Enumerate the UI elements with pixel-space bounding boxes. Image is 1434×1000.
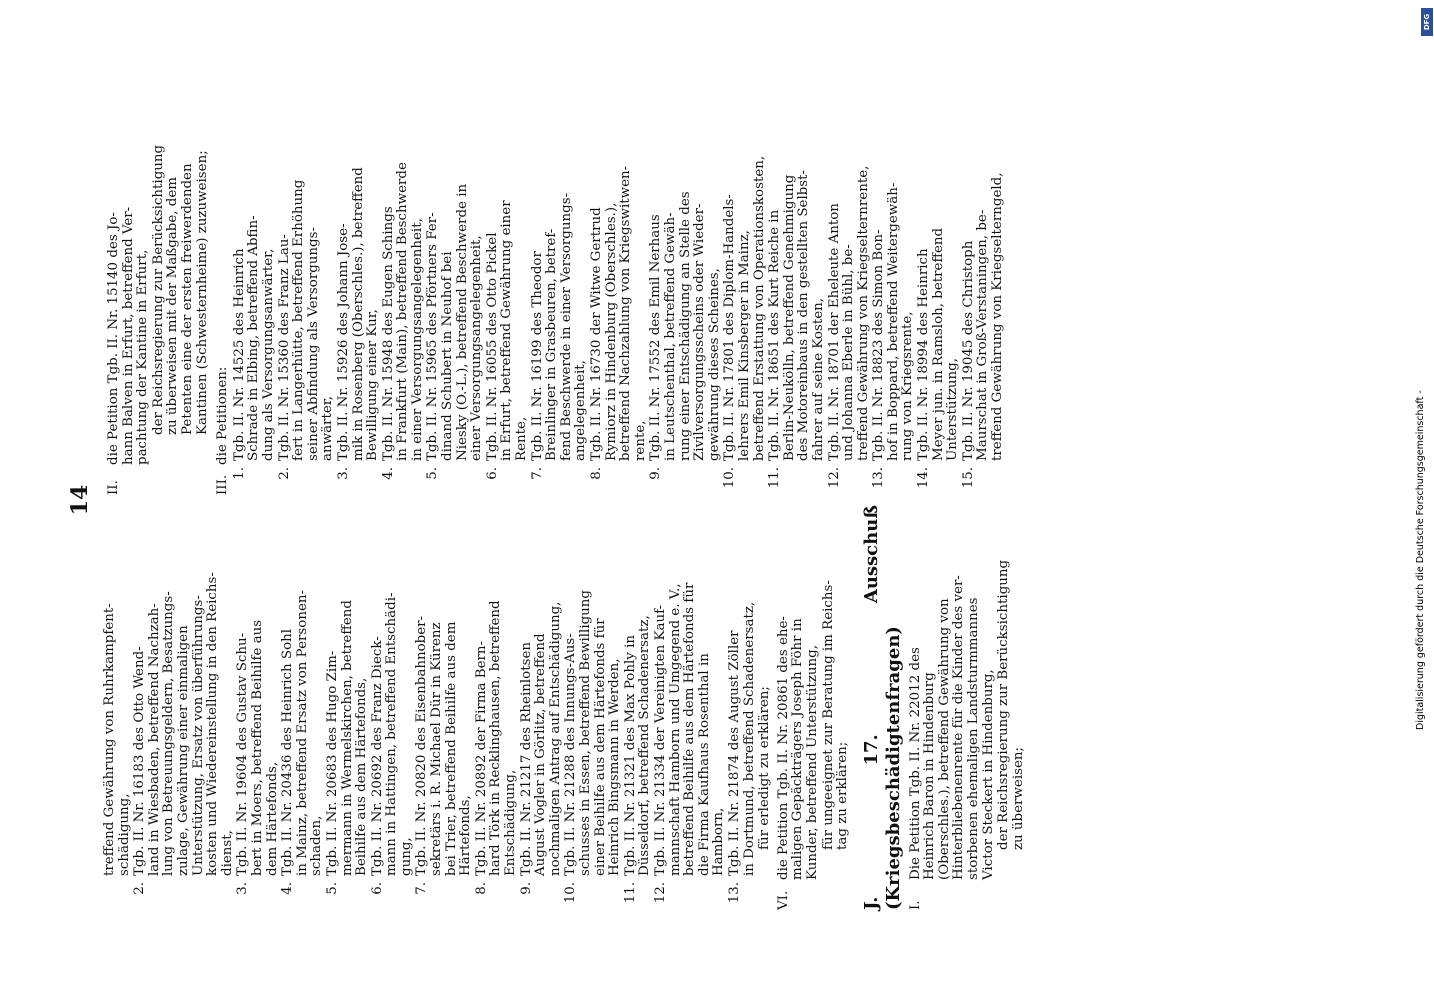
entry-number: 1. bbox=[231, 467, 247, 480]
section-vi-number: VI. bbox=[775, 890, 791, 910]
digitization-note: Digitalisierung gefördert durch die Deutsche Forschungsgemeinschaft - bbox=[1415, 390, 1426, 730]
petition-entry bbox=[233, 80, 277, 495]
entry-number: 9. bbox=[648, 467, 664, 480]
petition-entry bbox=[475, 505, 519, 910]
petition-entry bbox=[371, 505, 415, 910]
right-entry-list bbox=[233, 80, 1006, 495]
entry-text: Tgb. II. Nr. 20436 des Heinrich Sohl in Mainz, betreffend Ersatz von Personen- schaden, bbox=[280, 589, 325, 876]
entry-text: Tgb. II. Nr. 20692 des Franz Dieck- mann in Hattingen, betreffend Entschädi- gung, bbox=[369, 592, 414, 876]
section-iii-number: III. bbox=[215, 474, 231, 495]
petition-entry bbox=[486, 80, 530, 495]
entry-number: 10. bbox=[722, 467, 738, 489]
beruecksichtigung-clause: der Reichsregierung zur Berücksichtigung zu überweisen; bbox=[996, 559, 1026, 850]
entry-number: 11. bbox=[622, 882, 638, 904]
entry-text: Tgb. II. Nr. 15926 des Johann Jose- mik in Rosenberg (Oberschles.), betreffend Bewilligung einer Kur, bbox=[335, 167, 381, 461]
dfg-logo-text: DFG bbox=[1423, 13, 1431, 31]
dfg-logo bbox=[1421, 8, 1433, 36]
petition-entry bbox=[723, 80, 767, 495]
entry-text: Tgb. II. Nr. 15360 des Franz Lau- fert in Langerhütte, betreffend Erhöhung seiner Abfindung als Versorgungs- anwärter, bbox=[276, 179, 336, 461]
entry-text: Tgb. II. Nr. 20683 des Hugo Zim- mermann in Wermelskirchen, betreffend Beihilfe aus dem Härtefonds, bbox=[324, 600, 370, 876]
entry-number: 8. bbox=[589, 467, 604, 480]
section-ii-text: die Petition Tgb. II. Nr. 15140 des Jo- hann Balven in Erfurt, betreffend Ver- pachtung der Kantine in Erfurt, bbox=[106, 206, 151, 465]
petition-entry bbox=[917, 80, 961, 495]
ungeeignet-clause: für ungeeignet zur Beratung im Reichs- tag zu erklären; bbox=[820, 580, 851, 850]
entry-number: 6. bbox=[369, 882, 385, 895]
intro-text: treffend Gewährung von Ruhrkampfent- schädigung, bbox=[102, 603, 132, 876]
entry-number: 7. bbox=[414, 882, 430, 895]
intro-continuation bbox=[103, 505, 132, 910]
ueberweisung-clause: der Reichsregierung zur Berücksichtigung zu überweisen mit der Maßgabe, dem Petenten eine der ersten freiwerdenden Kantinen (Schwesternheime) zuzuweisen; bbox=[150, 144, 210, 435]
entry-number: 11. bbox=[767, 467, 783, 489]
entry-text: Tgb. II. Nr. 16055 des Otto Pickel in Erfurt, betreffend Gewährung einer Rente, bbox=[484, 200, 530, 461]
petition-entry bbox=[520, 505, 564, 910]
petition-entry bbox=[962, 80, 1006, 495]
entry-text: Tgb. II. Nr. 18823 des Simon Bon- hof in Boppard, betreffend Weitergewäh- rung von Kriegsrente, bbox=[871, 182, 916, 461]
section-ii bbox=[107, 80, 151, 495]
entry-text: Tgb. II. Nr. 17801 des Diplom-Handels- lehrers Emil Kinsberger in Mainz, betreffend Erstattung von Operationskosten, bbox=[722, 155, 767, 461]
section-ii-number: II. bbox=[106, 480, 121, 495]
petition-entry bbox=[133, 505, 235, 910]
section-vi bbox=[777, 505, 821, 910]
entry-number: 12. bbox=[826, 467, 842, 489]
entry-number: 10. bbox=[563, 882, 579, 904]
entry-text: Tgb. II. Nr. 16730 der Witwe Gertrud Rymiorz in Hindenburg (Oberschles.), betreffend Nachzahlung von Kriegswitwen- rente, bbox=[589, 165, 648, 461]
entry-number: 5. bbox=[425, 467, 441, 480]
entry-number: 2. bbox=[276, 467, 292, 480]
entry-text: Tgb. II. Nr. 16183 des Otto Wend- land in Wiesbaden, betreffend Nachzah- lung von Betreuungsgeldern, Besatzungs- zulage, Gewährung einer einmaligen Unterstützung, Ersatz von überführungs- kosten und Wiedereinstellung in den Reichs- dienst, bbox=[132, 572, 235, 876]
entry-text: Tgb. II. Nr. 18701 der Eheleute Anton und Johanna Eberle in Bühl, be- treffend Gewährung von Kriegselternrente, bbox=[826, 165, 871, 461]
entry-number: 3. bbox=[235, 882, 251, 895]
entry-text: Tgb. II. Nr. 15948 des Eugen Schings in Frankfurt (Main), betreffend Beschwerde in einer Versorgungsangelegenheit, bbox=[380, 162, 425, 461]
petition-entry bbox=[236, 505, 280, 910]
right-column bbox=[103, 80, 1293, 495]
entry-text: Tgb. II. Nr. 19604 des Gustav Schu- bert in Moers, betreffend Beihilfe aus dem Härtefonds, bbox=[235, 619, 280, 876]
petition-entry bbox=[326, 505, 370, 910]
petition-entry bbox=[278, 80, 336, 495]
petition-entry bbox=[624, 505, 653, 910]
petition-entry bbox=[654, 505, 727, 910]
entry-number: 4. bbox=[280, 882, 296, 895]
entry-text: Tgb. II. Nr. 21874 des August Zöller in Dortmund, betreffend Schadenersatz, bbox=[726, 601, 757, 876]
page-number: 14 bbox=[67, 484, 93, 516]
entry-text: Tgb. II. Nr. 21217 des Rheinlotsen August Vogler in Görlitz, betreffend nochmaligen Antrag auf Entschädigung, bbox=[518, 601, 563, 876]
entry-text: Tgb. II. Nr. 19045 des Christoph Maurschat in Groß-Verstaningen, be- treffend Gewährung von Kriegselterngeld, bbox=[960, 172, 1006, 461]
erledigt-clause: für erledigt zu erklären; bbox=[757, 686, 773, 850]
petition-entry bbox=[828, 80, 872, 495]
entry-text: Tgb. II. Nr. 21334 der Vereinigten Kauf- mannschaft Hamborn und Umgegend e. V., betreffend Beihilfe aus dem Härtefonds für die Firma Kaufhaus Rosenthal in Hamborn, bbox=[652, 582, 727, 876]
petition-entry bbox=[564, 505, 622, 910]
entry-text: Tgb. II. Nr. 14525 des Heinrich Schrade in Elbing, betreffend Abfin- dung als Versorgungsanwärter, bbox=[231, 215, 276, 461]
entry-text: Tgb. II. Nr. 21288 des Innungs-Aus- schusses in Essen, betreffend Bewilligung einer Beihilfe aus dem Härtefonds für Heinrich Bingsmann in Werden, bbox=[563, 589, 623, 876]
section-i bbox=[909, 505, 997, 910]
petition-entry bbox=[337, 80, 381, 495]
petition-entry bbox=[531, 80, 589, 495]
entry-number: 3. bbox=[335, 467, 351, 480]
section-vi-text: die Petition Tgb. II. Nr. 20861 des ehe- maligen Gepäckträgers Joseph Föhr in Kunder, betreffend Unterstützung, bbox=[775, 616, 820, 880]
entry-number: 6. bbox=[484, 467, 500, 480]
section-iii bbox=[216, 80, 231, 495]
committee-heading: J. 17. Ausschuß (Kriegsbeschädigtenfragen) bbox=[860, 505, 904, 910]
entry-text: Tgb. II. Nr. 15965 des Pförtners Fer- dinand Schubert in Neuhof bei Niesky (O.-L.), betreffend Beschwerde in einer Versorgungsangelegenheit, bbox=[425, 183, 485, 461]
entry-text: Tgb. II. Nr. 18651 des Kurt Reiche in Berlin-Neukölln, betreffend Genehmigung des Motoreinbaus in den gestellten Selbst- fahrer auf seine Kosten, bbox=[767, 169, 826, 461]
section-i-number: I. bbox=[907, 900, 923, 910]
entry-number: 9. bbox=[518, 882, 534, 895]
entry-number: 7. bbox=[529, 467, 545, 480]
petition-entry bbox=[768, 80, 826, 495]
entry-number: 5. bbox=[324, 882, 340, 895]
petition-entry bbox=[649, 80, 722, 495]
petition-entry bbox=[415, 505, 473, 910]
entry-text: Tgb. II. Nr. 18994 des Heinrich Meyer jun. in Ramsloh, betreffend Unterstützung, bbox=[916, 227, 961, 461]
entry-number: 8. bbox=[473, 882, 489, 895]
entry-number: 2. bbox=[132, 882, 148, 895]
section-i-text: Die Petition Tgb. II. Nr. 22012 des Heinrich Baron in Hindenburg (Oberschles.), betreffend Gewährung von Hinterbliebenenrente für die Kinder des ver- storbenen ehemaligen Landsturmmannes Victor Steckert in Hindenburg, bbox=[907, 575, 996, 880]
entry-text: Tgb. II. Nr. 16199 des Theodor Breinlinger in Grasbeuren, betref- fend Beschwerde in einer Versorgungs- angelegenheit, bbox=[529, 192, 589, 461]
petition-entry bbox=[281, 505, 325, 910]
entry-text: Tgb. II. Nr. 20892 der Firma Bern- hard Törk in Recklinghausen, betreffend Entschädigung, bbox=[473, 600, 519, 876]
left-entry-list bbox=[133, 505, 757, 910]
digitization-sidebar bbox=[1414, 10, 1428, 730]
entry-number: 13. bbox=[726, 882, 742, 904]
entry-number: 14. bbox=[916, 467, 932, 489]
petition-entry bbox=[872, 80, 916, 495]
petition-entry bbox=[382, 80, 426, 495]
section-iii-text: die Petitionen: bbox=[215, 366, 231, 465]
entry-number: 4. bbox=[380, 467, 396, 480]
petition-entry bbox=[426, 80, 484, 495]
entry-number: 13. bbox=[871, 467, 887, 489]
entry-number: 12. bbox=[652, 882, 668, 904]
entry-text: Tgb. II. Nr. 20820 des Eisenbahnober- sekretärs i. R. Michael Dür in Kürenz bei Trier, betreffend Beihilfe aus dem Härtefonds, bbox=[414, 615, 474, 876]
petition-entry bbox=[590, 80, 648, 495]
entry-text: Tgb. II. Nr. 17552 des Emil Nerhaus in Leutschenthal, betreffend Gewäh- rung einer Entschädigung an Stelle des Zivilversorgungsscheins oder Wieder- gewährung dieses Scheines, bbox=[648, 191, 722, 461]
entry-text: Tgb. II. Nr. 21321 des Max Pohly in Düsseldorf, betreffend Schadenersatz, bbox=[622, 615, 653, 876]
left-column bbox=[103, 505, 1253, 910]
entry-number: 15. bbox=[960, 467, 976, 489]
petition-entry bbox=[728, 505, 757, 910]
